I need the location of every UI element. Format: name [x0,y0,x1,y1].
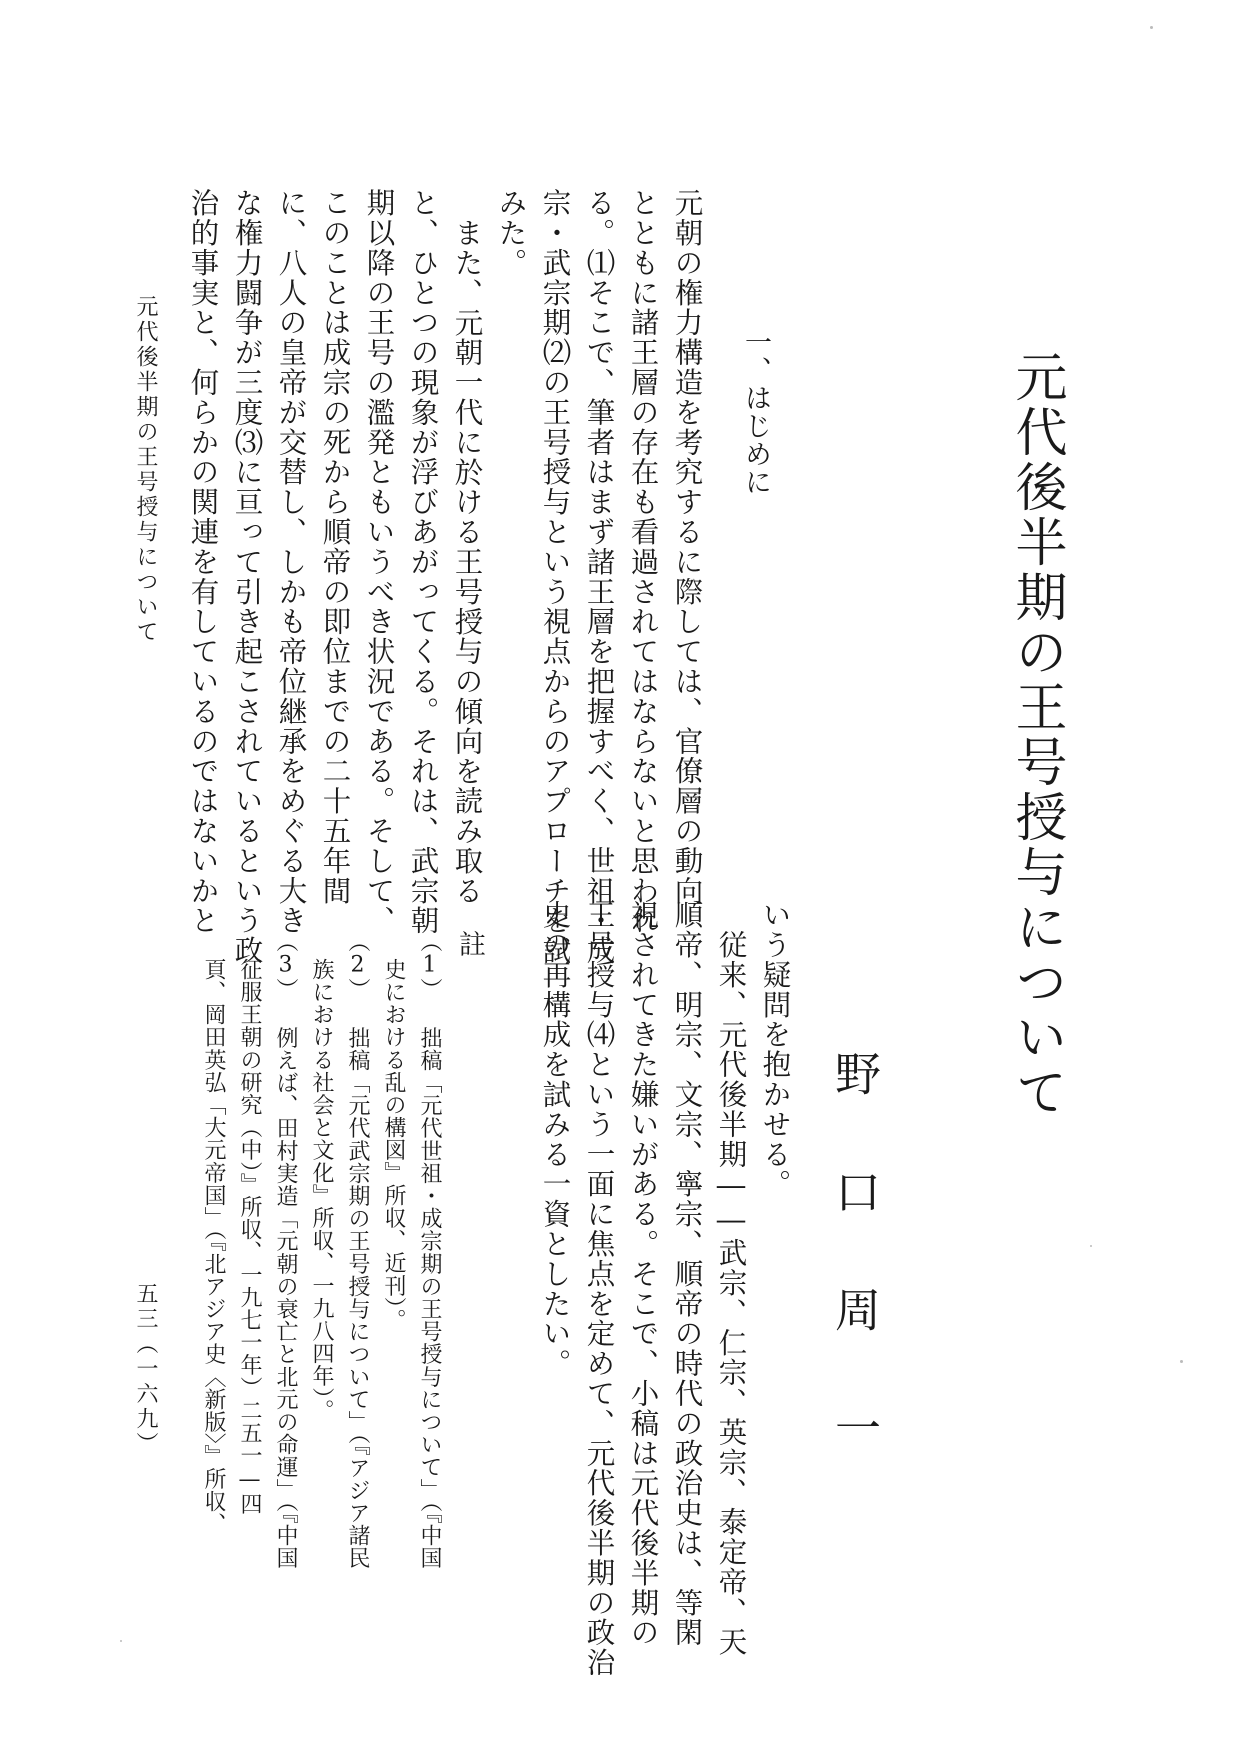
scan-speck [1150,26,1153,29]
note-line: 史における乱の構図』所収、近刊）。 [381,958,406,1332]
body-line: 史の再構成を試みる一資としたい。 [538,900,572,1379]
note-line: 頁、岡田英弘「大元帝国」（『北アジア史〈新版〉』所収、 [201,958,226,1536]
body-line: と、ひとつの現象が浮びあがってくる。それは、武宗朝 [406,188,440,936]
body-line: に、八人の皇帝が交替し、しかも帝位継承をめぐる大き [274,188,308,936]
body-line: みた。 [494,188,528,278]
scan-speck [120,1640,122,1642]
note-line: （1） 拙稿「元代世祖・成宗期の王号授与について」（『中国 [417,930,442,1570]
page-number: 五三（一六九） [133,1282,158,1457]
body-line: いう疑問を抱かせる。 [758,900,792,1199]
running-title: 元代後半期の王号授与について [133,295,158,645]
body-line: 治的事実と、何らかの関連を有しているのではないかと [186,188,220,936]
body-line: な権力闘争が三度⑶に亘って引き起こされているという政 [230,188,264,966]
body-line: 宗・武宗期⑵の王号授与という視点からのアプローチを試 [538,188,572,966]
note-line: （2） 拙稿「元代武宗期の王号授与について」（『アジア諸民 [345,930,370,1570]
body-line: 従来、元代後半期――武宗、仁宗、英宗、泰定帝、天 [714,930,748,1657]
body-line: このことは成宗の死から順帝の即位までの二十五年間 [318,188,352,906]
body-line: 王号授与⑷という一面に焦点を定めて、元代後半期の政治 [582,900,616,1678]
note-line: 征服王朝の研究（中）』所収、一九七一年）二五一—四 [237,958,262,1515]
article-title: 元代後半期の王号授与について [1006,350,1066,1120]
body-line: また、元朝一代に於ける王号授与の傾向を読み取る [450,218,484,906]
author-name: 野口周一 [828,1050,882,1522]
notes-heading: 註 [454,930,485,958]
scan-speck [1180,1360,1183,1363]
section-heading: 一、はじめに [740,328,771,496]
body-line: 順帝、明宗、文宗、寧宗、順帝の時代の政治史は、等閑 [670,900,704,1648]
body-line: とともに諸王層の存在も看過されてはならないと思われ [626,188,660,936]
scan-speck [1090,1245,1092,1247]
note-line: 族における社会と文化』所収、一九八四年）。 [309,958,334,1422]
body-line: 視されてきた嫌いがある。そこで、小稿は元代後半期の [626,900,660,1648]
body-line: る。⑴そこで、筆者はまず諸王層を把握すべく、世祖・成 [582,188,616,966]
body-line: 期以降の王号の濫発ともいうべき状況である。そして、 [362,188,396,936]
body-line: 元朝の権力構造を考究するに際しては、官僚層の動向 [670,188,704,906]
note-line: （3） 例えば、田村実造「元朝の衰亡と北元の命運」（『中国 [273,930,298,1570]
